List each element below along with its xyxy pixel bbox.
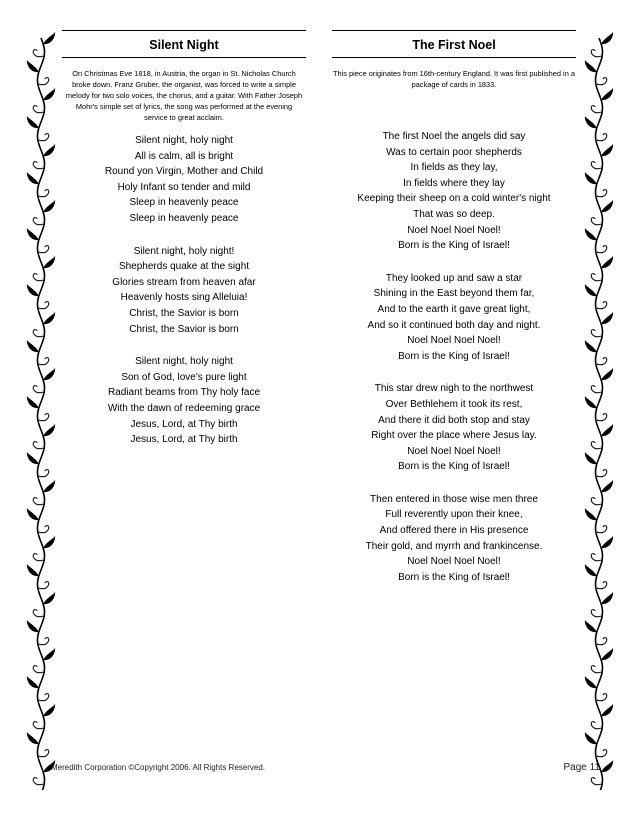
- song-intro: This piece originates from 16th-century England. It was first published in a package of cards in 1833.: [333, 69, 575, 89]
- vine-leaf: [43, 368, 55, 380]
- lyric-line: Glories stream from heaven afar: [112, 276, 256, 288]
- vine-stem: [38, 38, 45, 790]
- vine-leaf: [601, 368, 613, 380]
- lyric-line: Noel Noel Noel Noel!: [407, 224, 501, 236]
- lyric-line: Christ, the Savior is born: [129, 307, 239, 319]
- vine-leaf: [585, 564, 597, 576]
- vine-leaf: [585, 228, 597, 240]
- lyrics: [332, 129, 576, 585]
- vine-leaf: [601, 32, 613, 44]
- vine-leaf: [27, 60, 39, 72]
- vine-tendril: [591, 274, 601, 281]
- lyric-line: And so it continued both day and night.: [367, 319, 541, 331]
- stanza: [332, 492, 576, 586]
- lyric-line: Radiant beams from Thy holy face: [107, 387, 261, 399]
- vine-leaf: [585, 116, 597, 128]
- left-vine-border: [26, 0, 56, 826]
- vine-leaf: [27, 396, 39, 408]
- lyric-line: All is calm, all is bright: [134, 150, 234, 162]
- vine-leaf: [601, 536, 613, 548]
- lyric-line: Heavenly hosts sing Alleluia!: [120, 292, 248, 304]
- vine-tendril: [591, 610, 601, 617]
- lyric-line: Son of God, love's pure light: [121, 371, 247, 383]
- title-rule-top: [332, 30, 576, 31]
- lyric-line: Shining in the East beyond them far,: [373, 288, 535, 300]
- vine-tendril: [33, 554, 43, 561]
- vine-tendril: [33, 610, 43, 617]
- vine-leaf: [43, 704, 55, 716]
- vine-leaf: [27, 508, 39, 520]
- vine-tendril: [39, 526, 49, 533]
- vine-tendril: [591, 442, 601, 449]
- vine-leaf: [27, 116, 39, 128]
- vine-leaf: [585, 732, 597, 744]
- lyrics: [62, 133, 306, 448]
- vine-leaf: [27, 452, 39, 464]
- lyric-line: The first Noel the angels did say: [382, 131, 526, 142]
- vine-tendril: [33, 386, 43, 393]
- lyric-line: Born is the King of Israel!: [398, 571, 510, 583]
- lyric-line: Shepherds quake at the sight: [118, 261, 250, 273]
- vine-leaf: [601, 592, 613, 604]
- lyric-line: Silent night, holy night: [135, 135, 233, 146]
- vine-leaf: [27, 172, 39, 184]
- vine-tendril: [39, 638, 49, 645]
- vine-tendril: [33, 666, 43, 673]
- vine-tendril: [597, 694, 607, 701]
- lyric-line: Born is the King of Israel!: [398, 461, 510, 473]
- vine-tendril: [597, 638, 607, 645]
- lyric-line: That was so deep.: [413, 208, 495, 220]
- vine-leaf: [43, 32, 55, 44]
- vine-tendril: [33, 498, 43, 505]
- vine-leaf: [27, 340, 39, 352]
- vine-tendril: [591, 554, 601, 561]
- vine-stem: [596, 38, 603, 790]
- lyric-line: Keeping their sheep on a cold winter's night: [357, 193, 551, 205]
- lyric-line: Christ, the Savior is born: [129, 323, 239, 335]
- page-number: Page 11: [563, 762, 600, 773]
- lyric-line: They looked up and saw a star: [385, 272, 523, 284]
- lyric-line: Over Bethlehem it took its rest,: [385, 398, 523, 410]
- vine-tendril: [39, 582, 49, 589]
- vine-tendril: [591, 778, 601, 785]
- song-intro: On Christmas Eve 1818, in Austria, the organ in St. Nicholas Church broke down. Franz Gruber, the organist, was forced to write a simple melody for two solo voices, the chorus, and a guitar. With Father Joseph Mohr's simple set of lyrics, the song was performed at the evening service to great acclaim.: [65, 69, 303, 122]
- vine-leaf: [43, 144, 55, 156]
- vine-leaf: [27, 620, 39, 632]
- vine-leaf: [585, 452, 597, 464]
- lyric-line: And offered there in His presence: [379, 525, 529, 537]
- vine-tendril: [39, 302, 49, 309]
- vine-tendril: [591, 666, 601, 673]
- lyric-line: Full reverently upon their knee,: [385, 509, 523, 521]
- vine-tendril: [591, 330, 601, 337]
- lyric-line: Jesus, Lord, at Thy birth: [130, 434, 238, 446]
- lyric-line: And there it did both stop and stay: [378, 414, 530, 426]
- vine-tendril: [33, 50, 43, 57]
- right-vine-border: [584, 0, 614, 826]
- lyric-line: With the dawn of redeeming grace: [107, 402, 261, 414]
- vine-leaf: [27, 564, 39, 576]
- song-column-silent-night: [62, 30, 306, 465]
- vine-tendril: [33, 274, 43, 281]
- vine-tendril: [39, 470, 49, 477]
- vine-tendril: [39, 78, 49, 85]
- vine-leaf: [27, 228, 39, 240]
- vine-leaf: [27, 732, 39, 744]
- lyric-line: In fields as they lay,: [410, 162, 498, 174]
- vine-tendril: [597, 78, 607, 85]
- lyric-line: Noel Noel Noel Noel!: [407, 335, 501, 347]
- title-rule-top: [62, 30, 306, 31]
- vine-leaf: [43, 256, 55, 268]
- vine-tendril: [33, 162, 43, 169]
- vine-leaf: [585, 340, 597, 352]
- vine-leaf: [601, 480, 613, 492]
- vine-leaf: [601, 648, 613, 660]
- vine-tendril: [597, 358, 607, 365]
- vine-leaf: [585, 620, 597, 632]
- vine-tendril: [591, 50, 601, 57]
- vine-tendril: [33, 330, 43, 337]
- vine-tendril: [591, 386, 601, 393]
- vine-leaf: [43, 312, 55, 324]
- lyric-line: In fields where they lay: [403, 177, 505, 189]
- vine-leaf: [601, 424, 613, 436]
- vine-leaf: [585, 60, 597, 72]
- vine-leaf: [601, 200, 613, 212]
- lyric-line: Silent night, holy night: [135, 356, 233, 368]
- vine-leaf: [585, 508, 597, 520]
- lyric-line: Sleep in heavenly peace: [129, 212, 239, 224]
- title-rule-bottom: [332, 57, 576, 58]
- lyric-line: Sleep in heavenly peace: [129, 197, 239, 209]
- title-rule-bottom: [62, 57, 306, 58]
- vine-leaf: [43, 480, 55, 492]
- vine-tendril: [33, 218, 43, 225]
- song-column-the-first-noel: [332, 30, 576, 602]
- vine-leaf: [585, 172, 597, 184]
- vine-tendril: [591, 162, 601, 169]
- vine-leaf: [43, 424, 55, 436]
- vine-tendril: [39, 190, 49, 197]
- lyric-line: Noel Noel Noel Noel!: [407, 445, 501, 457]
- vine-leaf: [43, 592, 55, 604]
- song-title: The First Noel: [412, 38, 496, 52]
- vine-leaf: [601, 704, 613, 716]
- vine-leaf: [601, 760, 613, 772]
- lyric-line: Jesus, Lord, at Thy birth: [130, 418, 238, 430]
- vine-leaf: [585, 284, 597, 296]
- stanza: [332, 381, 576, 475]
- vine-tendril: [39, 246, 49, 253]
- lyric-line: Noel Noel Noel Noel!: [407, 556, 501, 568]
- lyric-line: This star drew nigh to the northwest: [374, 383, 534, 395]
- vine-tendril: [39, 414, 49, 421]
- lyric-line: And to the earth it gave great light,: [377, 303, 531, 315]
- vine-leaf: [43, 648, 55, 660]
- vine-leaf: [601, 312, 613, 324]
- vine-tendril: [597, 470, 607, 477]
- vine-leaf: [601, 256, 613, 268]
- lyric-line: Born is the King of Israel!: [398, 350, 510, 362]
- vine-tendril: [597, 414, 607, 421]
- vine-leaf: [43, 200, 55, 212]
- lyric-line: Was to certain poor shepherds: [386, 146, 522, 158]
- vine-tendril: [591, 498, 601, 505]
- stanza: [62, 244, 306, 338]
- lyric-line: Round yon Virgin, Mother and Child: [104, 166, 264, 178]
- stanza: [62, 133, 306, 227]
- vine-leaf: [27, 676, 39, 688]
- vine-tendril: [597, 582, 607, 589]
- copyright-footer: Meredith Corporation ©Copyright 2006. All Rights Reserved.: [51, 763, 265, 772]
- lyric-line: Then entered in those wise men three: [370, 493, 538, 505]
- vine-tendril: [39, 694, 49, 701]
- lyric-line: Right over the place where Jesus lay.: [371, 430, 537, 442]
- stanza: [332, 129, 576, 254]
- vine-leaf: [585, 396, 597, 408]
- song-title: Silent Night: [149, 38, 219, 52]
- vine-tendril: [591, 722, 601, 729]
- vine-tendril: [591, 106, 601, 113]
- vine-tendril: [33, 778, 43, 785]
- vine-tendril: [39, 358, 49, 365]
- vine-tendril: [33, 722, 43, 729]
- lyric-line: Born is the King of Israel!: [398, 240, 510, 252]
- vine-tendril: [33, 106, 43, 113]
- lyric-line: Silent night, holy night!: [133, 245, 235, 257]
- vine-tendril: [597, 134, 607, 141]
- vine-tendril: [597, 190, 607, 197]
- lyric-line: Their gold, and myrrh and frankincense.: [365, 540, 543, 552]
- vine-tendril: [33, 442, 43, 449]
- vine-leaf: [43, 88, 55, 100]
- vine-tendril: [597, 302, 607, 309]
- stanza: [332, 271, 576, 365]
- vine-tendril: [597, 750, 607, 757]
- vine-tendril: [39, 134, 49, 141]
- vine-tendril: [591, 218, 601, 225]
- vine-leaf: [601, 88, 613, 100]
- vine-leaf: [601, 144, 613, 156]
- vine-leaf: [585, 676, 597, 688]
- vine-leaf: [27, 284, 39, 296]
- lyric-line: Holy Infant so tender and mild: [117, 181, 251, 193]
- vine-tendril: [597, 526, 607, 533]
- vine-tendril: [39, 750, 49, 757]
- vine-tendril: [597, 246, 607, 253]
- vine-leaf: [43, 536, 55, 548]
- stanza: [62, 354, 306, 448]
